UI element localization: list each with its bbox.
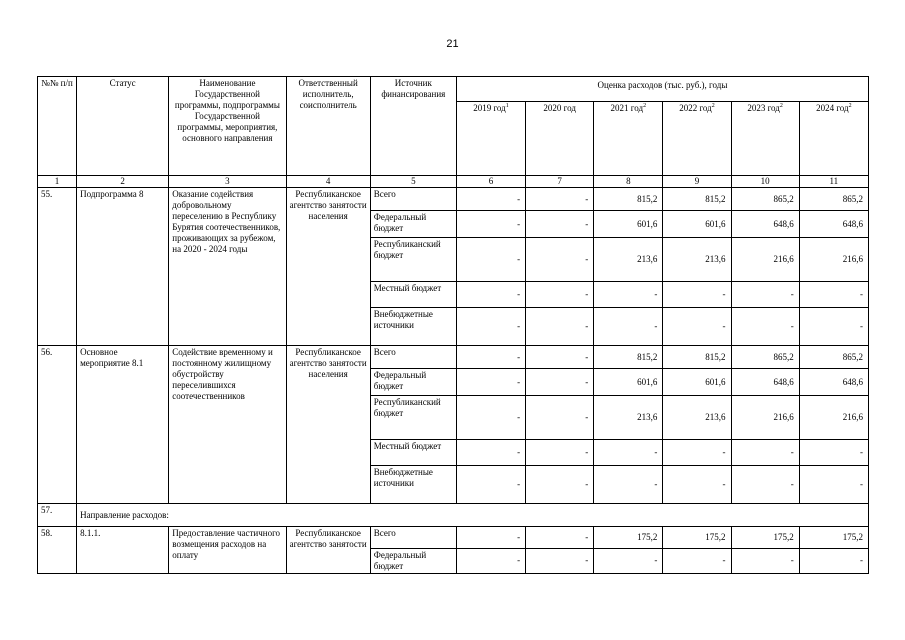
section-title: Направление расходов: — [77, 504, 869, 527]
header-year-label: 2020 год — [543, 103, 576, 113]
value-cell: 815,2 — [663, 188, 731, 211]
value-cell: - — [526, 440, 594, 466]
value-cell: - — [594, 549, 663, 574]
row-responsible: Республиканское агентство занятости населения — [286, 346, 370, 504]
table-row — [38, 346, 869, 369]
source-label: Внебюджетные источники — [370, 308, 456, 346]
header-year-footnote: 1 — [505, 103, 509, 109]
value-cell: 648,6 — [799, 211, 868, 238]
value-cell: - — [526, 369, 594, 396]
value-cell: - — [526, 282, 594, 308]
value-cell: - — [456, 282, 525, 308]
value-cell: - — [456, 211, 525, 238]
column-number: 9 — [663, 176, 731, 188]
value-cell: - — [456, 308, 525, 346]
header-year — [799, 102, 868, 176]
source-label: Республиканский бюджет — [370, 238, 456, 282]
page-number: 21 — [446, 38, 459, 50]
value-cell: - — [663, 549, 731, 574]
header-status: Статус — [77, 77, 169, 176]
column-number: 6 — [456, 176, 525, 188]
source-label: Всего — [370, 527, 456, 549]
value-cell: 865,2 — [799, 346, 868, 369]
value-cell: - — [526, 396, 594, 440]
row-status: Подпрограмма 8 — [77, 188, 169, 346]
column-number: 2 — [77, 176, 169, 188]
row-number: 58. — [38, 527, 77, 574]
value-cell: 216,6 — [799, 238, 868, 282]
value-cell: - — [456, 466, 525, 504]
column-number: 3 — [169, 176, 286, 188]
value-cell: - — [799, 466, 868, 504]
expenditure-table — [37, 76, 869, 574]
source-label: Всего — [370, 188, 456, 211]
value-cell: - — [731, 549, 799, 574]
value-cell: - — [456, 188, 525, 211]
value-cell: - — [731, 466, 799, 504]
value-cell: - — [526, 308, 594, 346]
source-label: Федеральный бюджет — [370, 211, 456, 238]
value-cell: - — [526, 466, 594, 504]
row-status: Основное мероприятие 8.1 — [77, 346, 169, 504]
value-cell: - — [731, 282, 799, 308]
value-cell: - — [731, 308, 799, 346]
value-cell: - — [456, 346, 525, 369]
header-name: Наименование Государственной программы, подпрограммы Государственной программы, мероприятия, основного направления — [169, 77, 286, 176]
value-cell: - — [526, 211, 594, 238]
value-cell: 213,6 — [594, 396, 663, 440]
header-year-label: 2024 год — [816, 103, 849, 113]
value-cell: - — [526, 238, 594, 282]
source-label: Республиканский бюджет — [370, 396, 456, 440]
value-cell: - — [456, 396, 525, 440]
row-name: Содействие временному и постоянному жилищному обустройству переселившихся соотечественников — [169, 346, 286, 504]
column-number: 1 — [38, 176, 77, 188]
value-cell: 865,2 — [799, 188, 868, 211]
header-year — [594, 102, 663, 176]
row-number: 57. — [38, 504, 77, 527]
source-label: Федеральный бюджет — [370, 369, 456, 396]
column-number: 4 — [286, 176, 370, 188]
header-year-label: 2022 год — [679, 103, 712, 113]
value-cell: - — [663, 282, 731, 308]
value-cell: - — [456, 369, 525, 396]
value-cell: - — [663, 440, 731, 466]
value-cell: - — [663, 308, 731, 346]
value-cell: - — [456, 549, 525, 574]
header-source: Источник финансирования — [370, 77, 456, 176]
table-row — [38, 527, 869, 549]
value-cell: 216,6 — [731, 396, 799, 440]
row-status: 8.1.1. — [77, 527, 169, 574]
value-cell: - — [456, 238, 525, 282]
value-cell: 865,2 — [731, 188, 799, 211]
header-year-footnote: 2 — [779, 103, 783, 109]
value-cell: 648,6 — [731, 211, 799, 238]
value-cell: 175,2 — [799, 527, 868, 549]
value-cell: 601,6 — [663, 211, 731, 238]
value-cell: - — [594, 466, 663, 504]
row-number: 55. — [38, 188, 77, 346]
header-year-label: 2023 год — [747, 103, 780, 113]
source-label: Местный бюджет — [370, 282, 456, 308]
row-name: Оказание содействия добровольному переселению в Республику Бурятия соотечественников, проживающих за рубежом, на 2020 - 2024 годы — [169, 188, 286, 346]
value-cell: 815,2 — [663, 346, 731, 369]
value-cell: 213,6 — [663, 238, 731, 282]
header-year — [526, 102, 594, 176]
value-cell: - — [731, 440, 799, 466]
row-number: 56. — [38, 346, 77, 504]
value-cell: 815,2 — [594, 188, 663, 211]
header-year-footnote: 2 — [643, 103, 647, 109]
row-name: Предоставление частичного возмещения расходов на оплату — [169, 527, 286, 574]
value-cell: 216,6 — [799, 396, 868, 440]
value-cell: - — [799, 282, 868, 308]
source-label: Внебюджетные источники — [370, 466, 456, 504]
value-cell: 815,2 — [594, 346, 663, 369]
value-cell: 175,2 — [731, 527, 799, 549]
value-cell: - — [799, 440, 868, 466]
header-year-footnote: 2 — [711, 103, 715, 109]
value-cell: 601,6 — [663, 369, 731, 396]
value-cell: 175,2 — [663, 527, 731, 549]
value-cell: - — [526, 527, 594, 549]
header-year — [663, 102, 731, 176]
header-year-footnote: 2 — [848, 103, 852, 109]
value-cell: - — [456, 440, 525, 466]
source-label: Всего — [370, 346, 456, 369]
value-cell: - — [799, 308, 868, 346]
value-cell: - — [456, 527, 525, 549]
value-cell: - — [594, 308, 663, 346]
row-responsible: Республиканское агентство занятости — [286, 527, 370, 574]
value-cell: - — [663, 466, 731, 504]
value-cell: - — [526, 346, 594, 369]
source-label: Федеральный бюджет — [370, 549, 456, 574]
value-cell: 648,6 — [799, 369, 868, 396]
column-number: 11 — [799, 176, 868, 188]
value-cell: - — [594, 440, 663, 466]
value-cell: 216,6 — [731, 238, 799, 282]
header-year-label: 2019 год — [473, 103, 506, 113]
column-number: 8 — [594, 176, 663, 188]
value-cell: - — [594, 282, 663, 308]
value-cell: 648,6 — [731, 369, 799, 396]
header-year — [731, 102, 799, 176]
value-cell: 175,2 — [594, 527, 663, 549]
header-estimate: Оценка расходов (тыс. руб.), годы — [456, 77, 868, 102]
source-label: Местный бюджет — [370, 440, 456, 466]
table-row — [38, 188, 869, 211]
row-responsible: Республиканское агентство занятости населения — [286, 188, 370, 346]
column-number: 7 — [526, 176, 594, 188]
column-number: 10 — [731, 176, 799, 188]
header-year-label: 2021 год — [610, 103, 644, 113]
header-num: №№ п/п — [38, 77, 77, 176]
value-cell: 213,6 — [594, 238, 663, 282]
column-number: 5 — [370, 176, 456, 188]
value-cell: 865,2 — [731, 346, 799, 369]
value-cell: - — [799, 549, 868, 574]
value-cell: 601,6 — [594, 211, 663, 238]
value-cell: - — [526, 549, 594, 574]
header-responsible: Ответственный исполнитель, соисполнитель — [286, 77, 370, 176]
value-cell: - — [526, 188, 594, 211]
value-cell: 213,6 — [663, 396, 731, 440]
value-cell: 601,6 — [594, 369, 663, 396]
header-year — [456, 102, 525, 176]
